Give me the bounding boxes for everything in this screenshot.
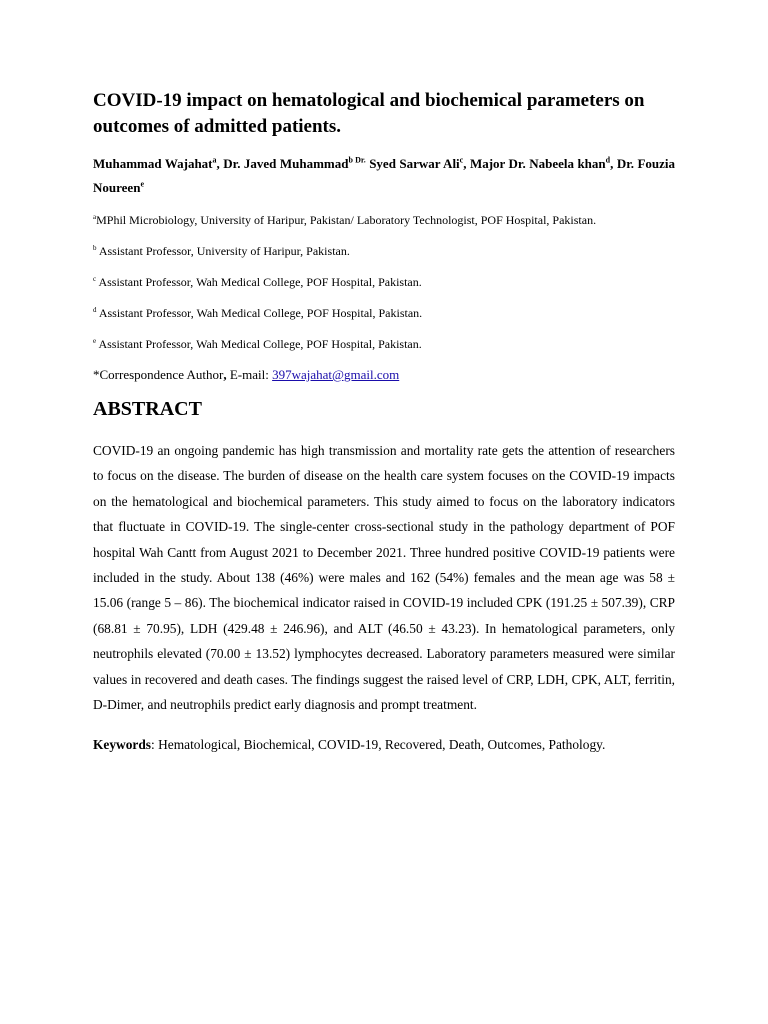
keywords-text: : Hematological, Biochemical, COVID-19, Recovered, Death, Outcomes, Pathology.	[151, 737, 606, 753]
abstract-body: COVID-19 an ongoing pandemic has high transmission and mortality rate gets the attention of researchers to focus on the disease. The burden of disease on the health care system focuses on the COVID-19 impacts on the hematological and biochemical parameters. This study aimed to focus on the laboratory indicators that fluctuate in COVID-19. The single-center cross-sectional study in the pathology department of POF hospital Wah Cantt from August 2021 to December 2021. Three hundred positive COVID-19 patients were included in the study. About 138 (46%) were males and 162 (54%) females and the mean age was 58 ± 15.06 (range 5 – 86). The biochemical indicator raised in COVID-19 included CPK (191.25 ± 507.39), CRP (68.81 ± 70.95), LDH (429.48 ± 246.96), and ALT (46.50 ± 43.23). In hematological parameters, only neutrophils elevated (70.00 ± 13.52) lymphocytes decreased. Laboratory parameters measured were similar values in recovered and death cases. The findings suggest the raised level of CRP, LDH, CPK, ALT, ferritin, D-Dimer, and neutrophils predict early diagnosis and prompt treatment.	[93, 443, 675, 713]
paper-page	[93, 88, 675, 758]
author-superscript: e	[140, 179, 144, 189]
author-name: Dr. Fouzia Noureen	[93, 156, 676, 195]
affiliation	[93, 305, 675, 321]
affiliation-superscript: d	[93, 306, 97, 314]
author-name: Dr. Javed Muhammad	[223, 156, 349, 171]
author-list: Muhammad Wajahat$^a$, Dr. Javed Muhammad$^{b Dr.}$ Syed Sarwar Ali$^c$, Major Dr. Nabeela khan$^d$, Dr. Fouzia Noureen$^e$	[93, 155, 676, 195]
paper-title: COVID-19 impact on hematological and biochemical parameters on outcomes of admitted patients.	[93, 90, 645, 137]
author-superscript: c	[459, 155, 464, 165]
keywords-line	[93, 732, 675, 757]
affiliation-text: MPhil Microbiology, University of Haripur, Pakistan/ Laboratory Technologist, POF Hospital, Pakistan.	[96, 213, 597, 227]
affiliation	[93, 274, 675, 290]
author-name: Major Dr. Nabeela khan	[469, 156, 606, 171]
affiliation-superscript: e	[93, 337, 97, 345]
email-label: E-mail:	[229, 367, 273, 382]
affiliation	[93, 243, 675, 259]
affiliation-text: Assistant Professor, Wah Medical College, POF Hospital, Pakistan.	[96, 275, 422, 289]
author-superscript: b Dr.	[348, 155, 366, 165]
keywords-label: Keywords	[93, 737, 152, 753]
correspondence-label: *Correspondence Author	[93, 367, 224, 382]
affiliation	[93, 212, 675, 228]
affiliation-text: Assistant Professor, University of Haripur, Pakistan.	[96, 244, 350, 258]
email-link[interactable]: 397wajahat@gmail.com	[272, 367, 400, 382]
affiliation-superscript: c	[93, 275, 97, 283]
affiliation-superscript: a	[93, 213, 97, 221]
affiliation	[93, 336, 675, 352]
correspondence-line	[93, 367, 675, 383]
author-superscript: a	[212, 155, 217, 165]
correspondence-separator: ,	[223, 367, 230, 382]
author-superscript: d	[605, 155, 611, 165]
affiliation-text: Assistant Professor, Wah Medical College, POF Hospital, Pakistan.	[96, 306, 423, 320]
author-name: Muhammad Wajahat	[93, 156, 213, 171]
author-name: Syed Sarwar Ali	[369, 156, 460, 171]
affiliation-text: Assistant Professor, Wah Medical College, POF Hospital, Pakistan.	[96, 337, 422, 351]
affiliation-superscript: b	[93, 244, 97, 252]
abstract-heading: ABSTRACT	[93, 398, 202, 420]
